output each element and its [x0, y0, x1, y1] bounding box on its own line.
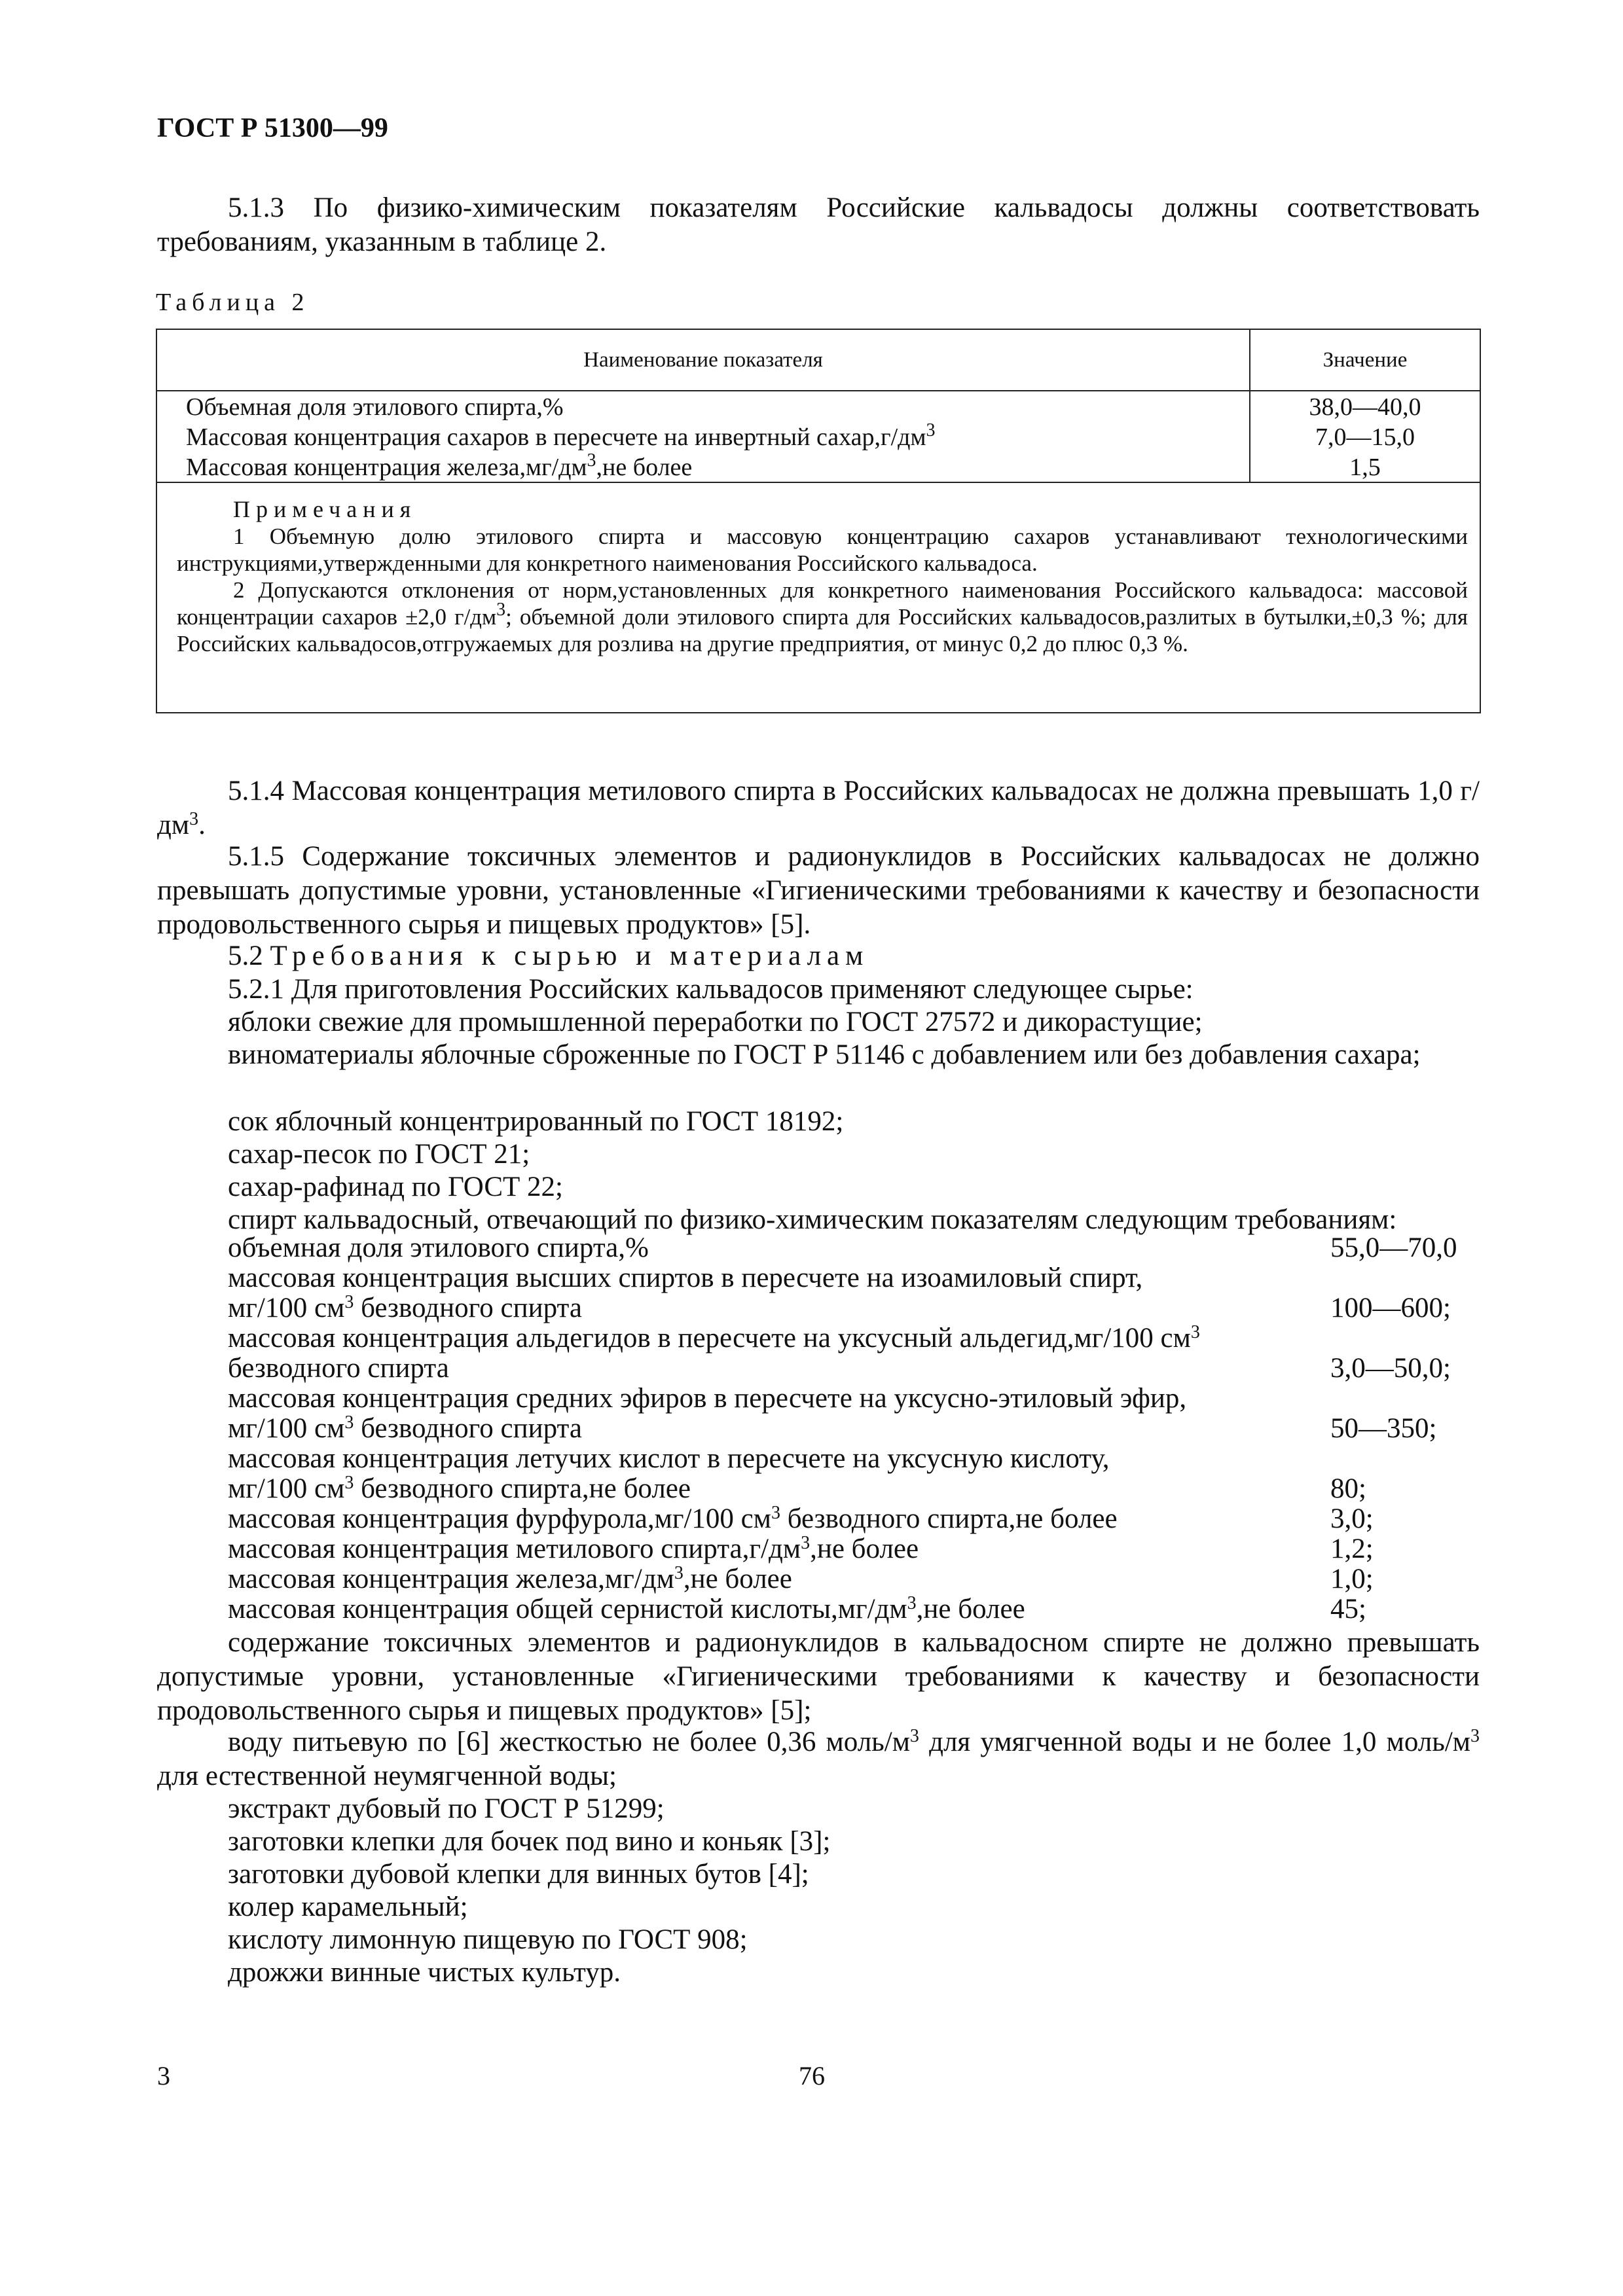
spec-row: массовая концентрация высших спиртов в пересчете на изоамиловый спирт,: [228, 1263, 1143, 1293]
table-row-value: 38,0—40,0: [1309, 393, 1421, 421]
list-item: воду питьевую по [6] жесткостью не более 0,36 моль/$м^3$ для умягченной воды и не более 1,0 моль/$м^3$ для естественной неумягченной воды;: [157, 1726, 1480, 1791]
spec-row: массовая концентрация фурфурола,мг/100 $см^3$ безводного спирта,не более 3,0;: [228, 1503, 1374, 1534]
section-5-2-heading: 5.2 Требования к сырью и материалам: [228, 941, 869, 971]
note-2: 2 Допускаются отклонения от норм,установленных для конкретного наименования Российского кальвадоса: массовой концентрации сахаров ±2,0 $г/дм^3$; объемной доли этилового спирта для Российских кальвадосов,разлитых в бутылки,±0,3 %; для Российских кальвадосов,отгружаемых для розлива на другие предприятия, от минус 0,2 до плюс 0,3 %.: [177, 577, 1468, 656]
list-item: сок яблочный концентрированный по ГОСТ 18192;: [228, 1106, 844, 1137]
spec-row: безводного спирта 3,0—50,0;: [228, 1353, 1451, 1384]
paragraph-5-1-4: 5.1.4 Массовая концентрация метилового спирта в Российских кальвадосах не должна превышать 1,0 $г/дм^3$.: [157, 776, 1480, 840]
spec-row: объемная доля этилового спирта,% 55,0—70,0: [228, 1232, 1457, 1263]
page-number-left: 3: [157, 2061, 170, 2090]
spec-row: мг/100 $см^3$ безводного спирта,не более 80;: [228, 1473, 1366, 1504]
list-item: яблоки свежие для промышленной переработки по ГОСТ 27572 и дикорастущие;: [228, 1007, 1203, 1037]
list-item: экстракт дубовый по ГОСТ Р 51299;: [228, 1793, 665, 1824]
paragraph-5-1-5: 5.1.5 Содержание токсичных элементов и радионуклидов в Российских кальвадосах не должно превышать допустимые уровни, установленные «Гигиеническими требованиями к качеству и безопасности продовольственного сырья и пищевых продуктов» [5].: [157, 841, 1480, 940]
table-notes: [157, 496, 1480, 657]
document-header: ГОСТ Р 51300—99: [157, 113, 388, 143]
table-notes-divider: [157, 482, 1480, 483]
list-item: содержание токсичных элементов и радионуклидов в кальвадосном спирте не должно превышать допустимые уровни, установленные «Гигиеническими требованиями к качеству и безопасности продовольственного сырья и пищевых продуктов» [5];: [157, 1627, 1480, 1726]
table-2: [156, 329, 1481, 713]
list-item: заготовки дубовой клепки для винных бутов [4];: [228, 1859, 809, 1890]
list-item: сахар-рафинад по ГОСТ 22;: [228, 1172, 563, 1202]
spec-row: массовая концентрация общей сернистой $кислоты,мг/дм^3,не$ более 45;: [228, 1593, 1366, 1624]
list-item: кислоту лимонную пищевую по ГОСТ 908;: [228, 1924, 748, 1955]
spirit-specs: [157, 1233, 1493, 1624]
table-row-name: Массовая концентрация $железа,мг/дм^3,не$ более: [186, 450, 693, 481]
paragraph-5-2-1: 5.2.1 Для приготовления Российских кальвадосов применяют следующее сырье:: [228, 974, 1194, 1005]
table-row-name: Объемная доля этилового спирта,%: [186, 393, 564, 421]
table-row-value: 7,0—15,0: [1315, 423, 1415, 451]
table-header-value: Значение: [1322, 348, 1408, 372]
notes-title: Примечания: [233, 496, 417, 522]
spec-row: массовая концентрация метилового $спирта,г/дм^3,не$ более 1,2;: [228, 1533, 1374, 1564]
list-item: колер карамельный;: [228, 1892, 468, 1922]
table-row-value: 1,5: [1349, 454, 1381, 481]
table-header-name: Наименование показателя: [583, 348, 823, 372]
note-1: 1 Объемную долю этилового спирта и массовую концентрацию сахаров устанавливают технологическими инструкциями,утвержденными для конкретного наименования Российского кальвадоса.: [177, 524, 1468, 576]
list-item: заготовки клепки для бочек под вино и коньяк [3];: [228, 1826, 831, 1857]
spec-row: мг/100 $см^3$ безводного спирта 100—600;: [228, 1292, 1451, 1323]
list-item: сахар-песок по ГОСТ 21;: [228, 1139, 530, 1170]
list-item: виноматериалы яблочные сброженные по ГОСТ Р 51146 с добавлением или без добавления сахара;: [228, 1039, 1421, 1070]
list-item: дрожжи винные чистых культур.: [228, 1957, 621, 1988]
spec-row: массовая концентрация летучих кислот в пересчете на уксусную кислоту,: [228, 1443, 1110, 1474]
table-caption: Таблица 2: [156, 289, 310, 316]
spec-row: массовая концентрация $железа,мг/дм^3,не$ более 1,0;: [228, 1563, 1374, 1594]
page-number-center: 76: [799, 2061, 825, 2090]
spec-row: мг/100 $см^3$ безводного спирта 50—350;: [228, 1412, 1437, 1444]
table-row-name: Массовая концентрация сахаров в пересчете на инвертный $сахар,г/дм^3$: [186, 420, 936, 451]
paragraph-5-1-3: 5.1.3 По физико-химическим показателям Российские кальвадосы должны соответствовать требованиям, указанным в таблице 2.: [157, 192, 1480, 257]
spec-row: массовая концентрация альдегидов в пересчете на уксусный альдегид,мг/100 $см^3$: [228, 1322, 1200, 1354]
list-item: спирт кальвадосный, отвечающий по физико-химическим показателям следующим требованиям:: [228, 1204, 1397, 1235]
spec-row: массовая концентрация средних эфиров в пересчете на уксусно-этиловый эфир,: [228, 1383, 1187, 1414]
